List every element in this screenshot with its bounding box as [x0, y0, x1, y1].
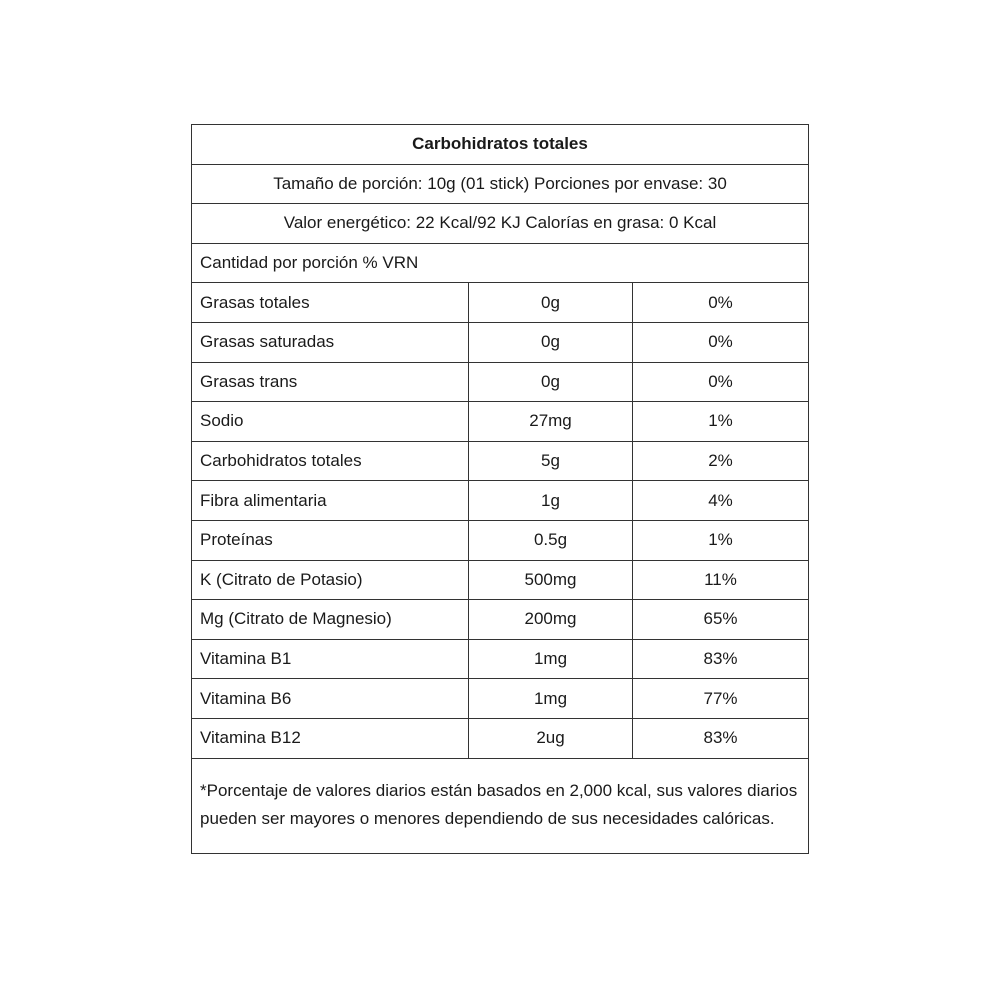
table-row	[192, 679, 808, 719]
nutrient-percent: 4%	[708, 490, 733, 510]
table-row	[192, 402, 808, 442]
nutrient-amount: 0g	[469, 363, 633, 402]
table-row	[192, 283, 808, 323]
nutrient-amount: 2ug	[469, 719, 633, 758]
nutrient-percent: 83%	[703, 649, 738, 669]
nutrient-name: Vitamina B12	[192, 719, 469, 758]
table-row	[192, 521, 808, 561]
nutrient-percent: 83%	[703, 728, 738, 748]
table-row	[192, 640, 808, 680]
column-header: Cantidad por porción % VRN	[200, 253, 419, 273]
nutrient-percent: 0%	[708, 332, 733, 352]
table-title: Carbohidratos totales	[412, 134, 588, 154]
nutrient-name: Vitamina B1	[192, 640, 469, 679]
nutrient-amount: 27mg	[469, 402, 633, 441]
nutrient-name: K (Citrato de Potasio)	[192, 561, 469, 600]
nutrient-name: Proteínas	[192, 521, 469, 560]
nutrient-percent: 65%	[703, 609, 738, 629]
nutrient-rows	[192, 283, 808, 758]
nutrient-percent: 0%	[708, 292, 733, 312]
nutrient-name: Mg (Citrato de Magnesio)	[192, 600, 469, 639]
nutrient-percent: 77%	[703, 688, 738, 708]
table-row	[192, 481, 808, 521]
nutrient-name: Carbohidratos totales	[192, 442, 469, 481]
nutrient-percent: 0%	[708, 371, 733, 391]
table-row	[192, 561, 808, 601]
nutrient-percent: 1%	[708, 411, 733, 431]
table-row	[192, 323, 808, 363]
table-row	[192, 442, 808, 482]
table-row	[192, 363, 808, 403]
nutrient-percent: 11%	[704, 569, 737, 589]
serving-row	[192, 165, 808, 205]
nutrient-amount: 200mg	[469, 600, 633, 639]
nutrient-amount: 0.5g	[469, 521, 633, 560]
nutrient-amount: 500mg	[469, 561, 633, 600]
nutrient-name: Vitamina B6	[192, 679, 469, 718]
serving-info: Tamaño de porción: 10g (01 stick) Porciones por envase: 30	[273, 173, 727, 193]
nutrient-amount: 1g	[469, 481, 633, 520]
table-row	[192, 600, 808, 640]
energy-info: Valor energético: 22 Kcal/92 KJ Calorías en grasa: 0 Kcal	[283, 213, 717, 233]
nutrient-name: Grasas totales	[192, 283, 469, 322]
table-row	[192, 719, 808, 759]
nutrient-name: Fibra alimentaria	[192, 481, 469, 520]
nutrient-amount: 0g	[469, 283, 633, 322]
nutrient-amount: 1mg	[469, 679, 633, 718]
nutrient-amount: 0g	[469, 323, 633, 362]
footnote: *Porcentaje de valores diarios están basados en 2,000 kcal, sus valores diarios pueden ser mayores o menores dependiendo de sus necesidades calóricas.	[200, 780, 798, 828]
nutrient-amount: 5g	[469, 442, 633, 481]
nutrient-amount: 1mg	[469, 640, 633, 679]
nutrient-name: Sodio	[192, 402, 469, 441]
nutrient-name: Grasas trans	[192, 363, 469, 402]
energy-row	[192, 204, 808, 244]
nutrition-table	[191, 124, 809, 854]
nutrient-percent: 1%	[708, 530, 733, 550]
header-row	[192, 244, 808, 284]
nutrient-percent: 2%	[708, 451, 733, 471]
nutrient-name: Grasas saturadas	[192, 323, 469, 362]
title-row	[192, 125, 808, 165]
